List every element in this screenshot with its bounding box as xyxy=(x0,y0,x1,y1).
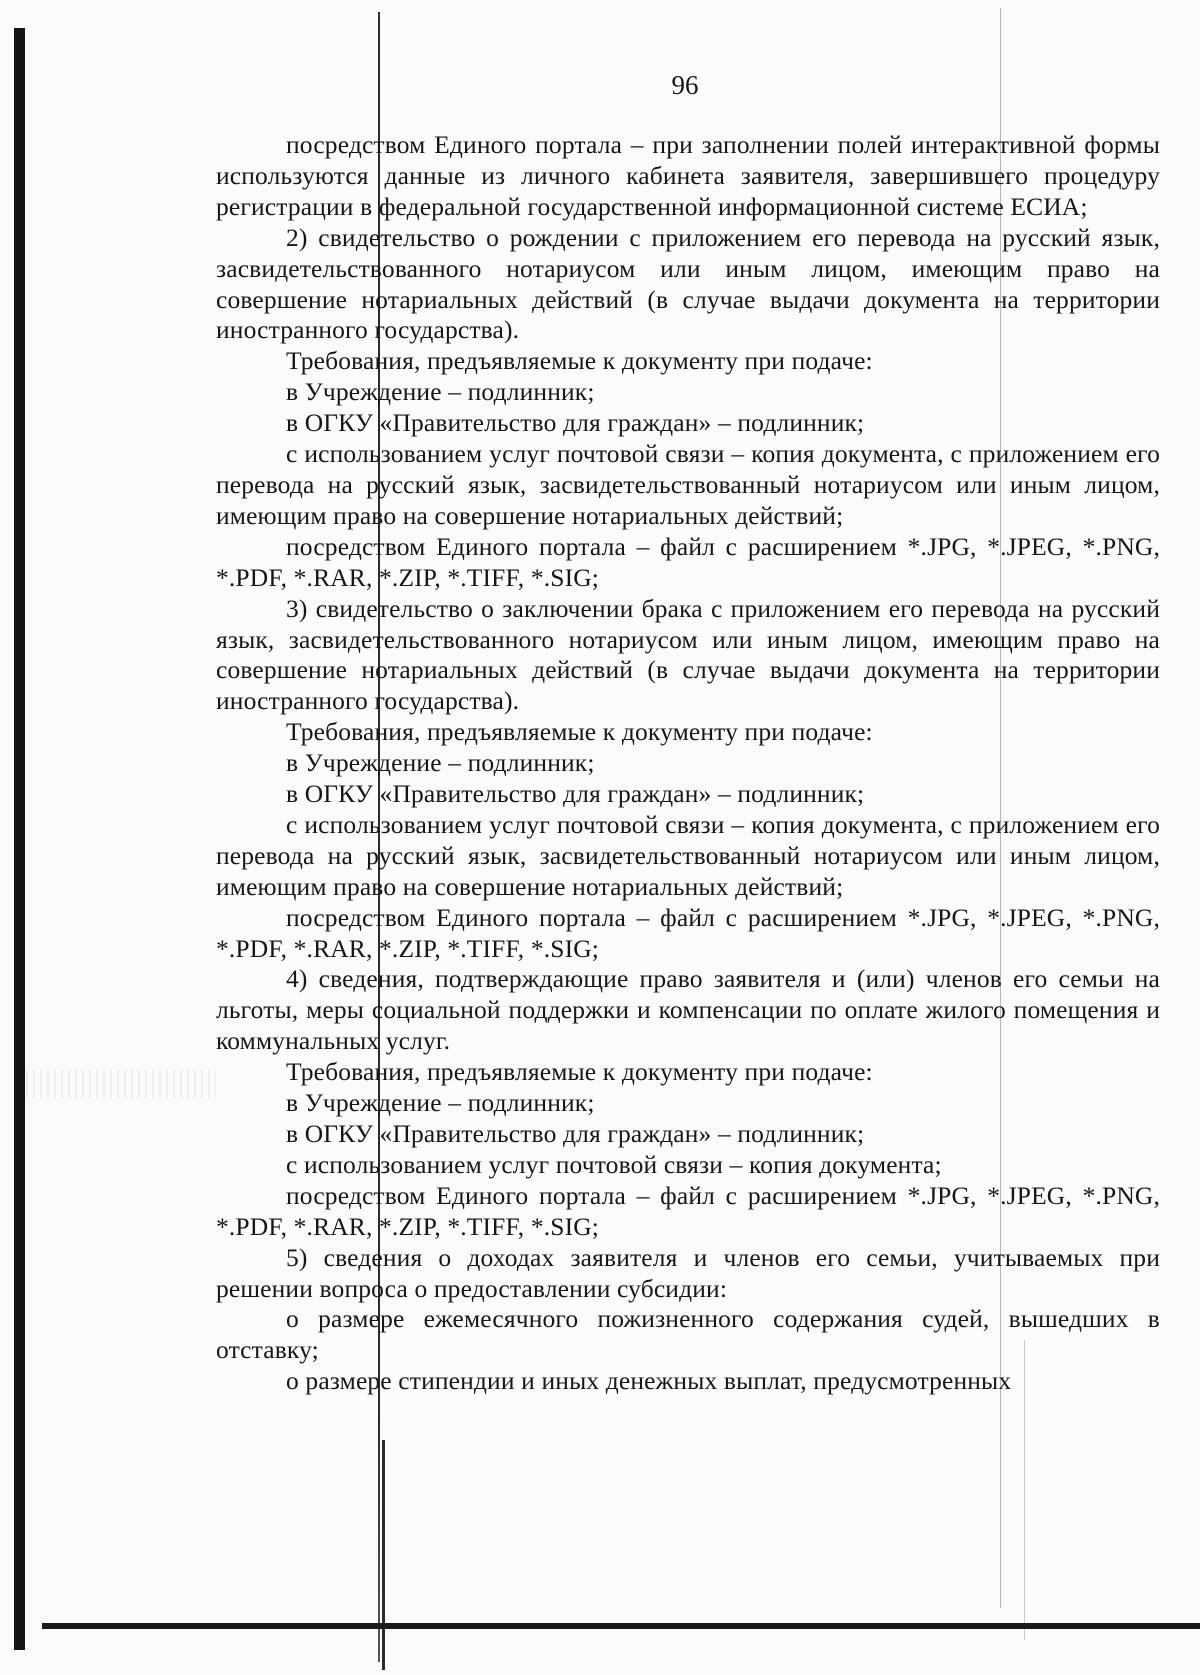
paragraph: в ОГКУ «Правительство для граждан» – подлинник; xyxy=(286,408,865,438)
paragraph: 2) свидетельство о рождении с приложением его перевода на русский язык, засвидетельствованного нотариусом или иным лицом, имеющим право на совершение нотариальных действий (в случае выдачи документа на территории иностранного государства). xyxy=(216,222,1160,345)
scan-edge-shadow xyxy=(14,28,25,1650)
document-body xyxy=(216,130,1160,1397)
paragraph: с использованием услуг почтовой связи – копия документа, с приложением его перевода на русский язык, засвидетельствованный нотариусом или иным лицом, имеющим право на совершение нотариальных действий; xyxy=(216,809,1160,901)
paragraph: посредством Единого портала – файл с расширением *.JPG, *.JPEG, *.PNG, *.PDF, *.RAR, *.ZIP, *.TIFF, *.SIG; xyxy=(216,531,1160,592)
paragraph: в ОГКУ «Правительство для граждан» – подлинник; xyxy=(286,1119,865,1148)
paragraph: с использованием услуг почтовой связи – копия документа; xyxy=(286,1149,942,1179)
paragraph: в Учреждение – подлинник; xyxy=(286,748,595,778)
paragraph: Требования, предъявляемые к документу при подаче: xyxy=(286,1057,873,1087)
paragraph: в Учреждение – подлинник; xyxy=(286,377,595,407)
scan-bottom-edge xyxy=(42,1623,1200,1629)
paragraph: 4) сведения, подтверждающие право заявителя и (или) членов его семьи на льготы, меры социальной поддержки и компенсации по оплате жилого помещения и коммунальных услуг. xyxy=(216,964,1160,1056)
paragraph: в ОГКУ «Правительство для граждан» – подлинник; xyxy=(286,779,865,809)
paragraph: посредством Единого портала – файл с расширением *.JPG, *.JPEG, *.PNG, *.PDF, *.RAR, *.ZIP, *.TIFF, *.SIG; xyxy=(216,902,1160,963)
paragraph: с использованием услуг почтовой связи – копия документа, с приложением его перевода на русский язык, засвидетельствованный нотариусом или иным лицом, имеющим право на совершение нотариальных действий; xyxy=(216,439,1160,530)
paragraph: Требования, предъявляемые к документу при подаче: xyxy=(286,717,873,747)
paragraph: посредством Единого портала – при заполнении полей интерактивной формы используются данные из личного кабинета заявителя, завершившего процедуру регистрации в федеральной государственной информационной системе ЕСИА; xyxy=(216,130,1160,221)
paragraph: посредством Единого портала – файл с расширением *.JPG, *.JPEG, *.PNG, *.PDF, *.RAR, *.ZIP, *.TIFF, *.SIG; xyxy=(216,1180,1160,1241)
page-number: 96 xyxy=(671,70,699,100)
paragraph: 5) сведения о доходах заявителя и членов его семьи, учитываемых при решении вопроса о предоставлении субсидии: xyxy=(216,1242,1160,1303)
paragraph: о размере стипендии и иных денежных выплат, предусмотренных xyxy=(286,1366,1012,1396)
scan-fold-line-bottom xyxy=(382,1440,385,1670)
paragraph: Требования, предъявляемые к документу при подаче: xyxy=(286,346,873,376)
paragraph: в Учреждение – подлинник; xyxy=(286,1088,595,1118)
scan-noise xyxy=(26,1070,216,1098)
paragraph: 3) свидетельство о заключении брака с приложением его перевода на русский язык, засвидетельствованного нотариусом или иным лицом, имеющим право на совершение нотариальных действий (в случае выдачи документа на территории иностранного государства). xyxy=(216,593,1160,716)
paragraph: о размере ежемесячного пожизненного содержания судей, вышедших в отставку; xyxy=(216,1304,1160,1365)
